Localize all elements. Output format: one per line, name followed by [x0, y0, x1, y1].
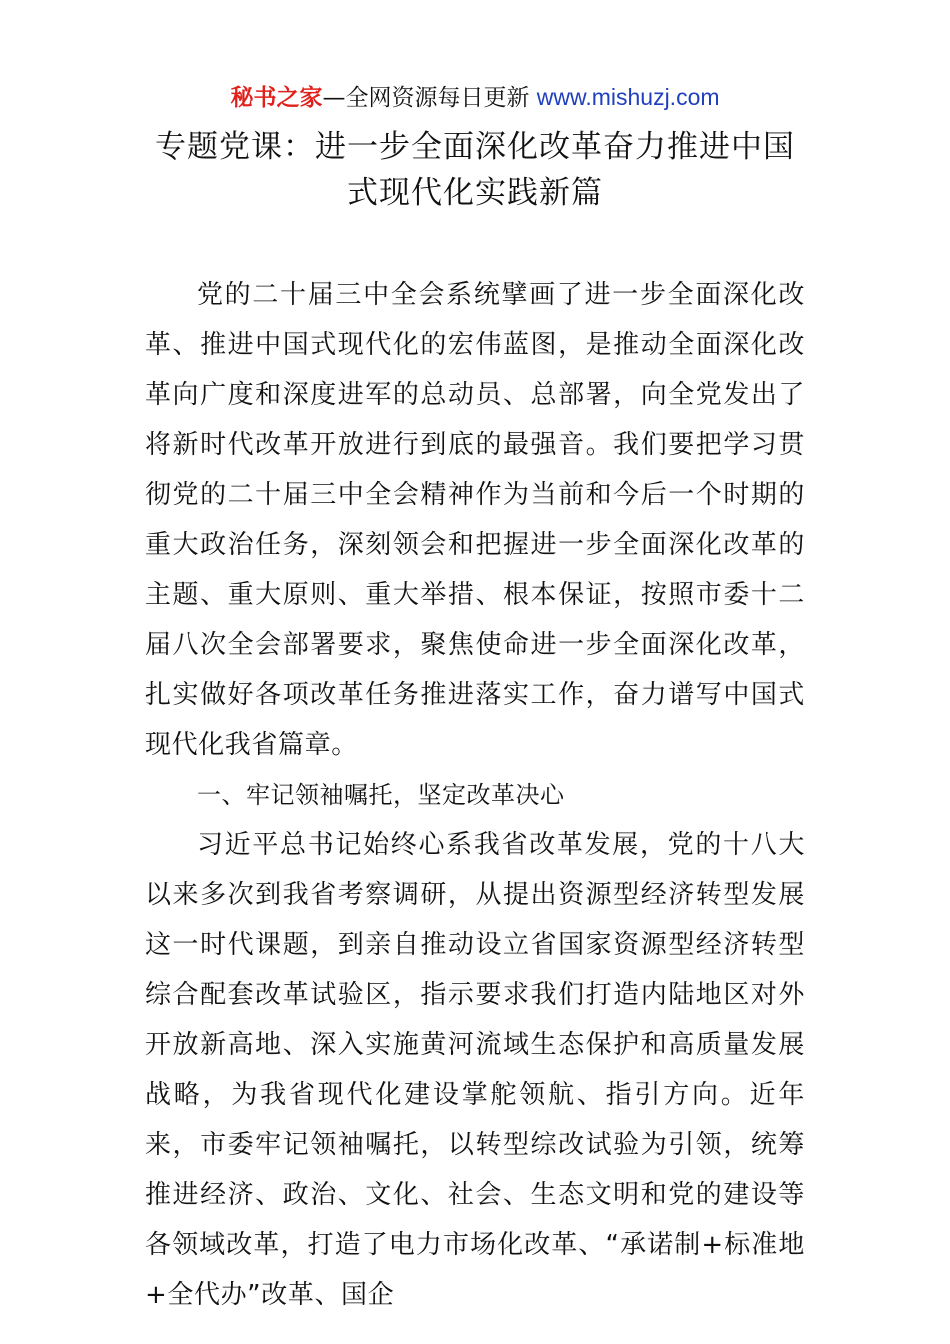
intro-paragraph: 党的二十届三中全会系统擘画了进一步全面深化改革、推进中国式现代化的宏伟蓝图，是推动全面深化改革向广度和深度进军的总动员、总部署，向全党发出了将新时代改革开放进行到底的最强音。我们要把学习贯彻党的二十届三中全会精神作为当前和今后一个时期的重大政治任务，深刻领会和把握进一步全面深化改革的主题、重大原则、重大举措、根本保证，按照市委十二届八次全会部署要求，聚焦使命进一步全面深化改革，扎实做好各项改革任务推进落实工作，奋力谱写中国式现代化我省篇章。 — [145, 280, 805, 760]
brand-name: 秘书之家 — [230, 85, 323, 111]
header-tagline: —全网资源每日更新 — [322, 85, 537, 111]
document-body — [145, 270, 805, 1320]
site-url-link[interactable]: www.mishuzj.com — [536, 84, 720, 110]
document-title: 专题党课：进一步全面深化改革奋力推进中国式现代化实践新篇 — [155, 129, 795, 211]
section-heading: 一、牢记领袖嘱托，坚定改革决心 — [197, 781, 565, 809]
site-header — [0, 80, 950, 115]
section-paragraph: 习近平总书记始终心系我省改革发展，党的十八大以来多次到我省考察调研，从提出资源型经济转型发展这一时代课题，到亲自推动设立省国家资源型经济转型综合配套改革试验区，指示要求我们打造内陆地区对外开放新高地、深入实施黄河流域生态保护和高质量发展战略，为我省现代化建设掌舵领航、指引方向。近年来，市委牢记领袖嘱托，以转型综改试验为引领，统筹推进经济、政治、文化、社会、生态文明和党的建设等各领域改革，打造了电力市场化改革、“承诺制+标准地+全代办”改革、国企 — [145, 830, 805, 1310]
